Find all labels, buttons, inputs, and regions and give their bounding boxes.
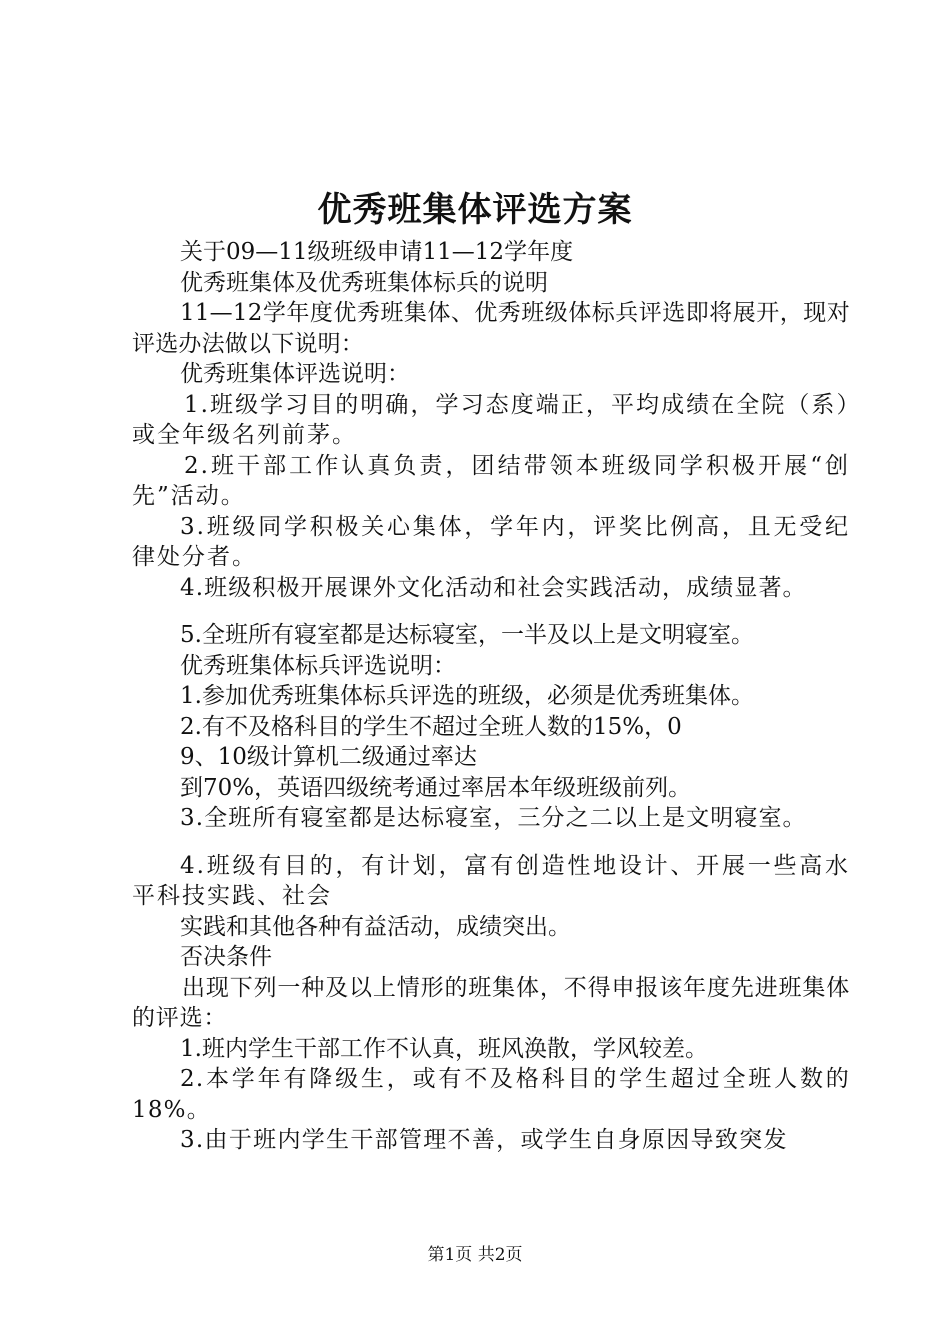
paragraph: 到70%，英语四级统考通过率居本年级班级前列。 <box>180 774 692 801</box>
paragraph: 3.班级同学积极关心集体，学年内，评奖比例高，且无受纪律处分者。 <box>132 513 850 570</box>
paragraph: 1.班级学习目的明确，学习态度端正，平均成绩在全院（系）或全年级名列前茅。 <box>132 391 850 448</box>
document-body <box>132 237 850 1156</box>
paragraph: 11—12学年度优秀班集体、优秀班级体标兵评选即将展开，现对评选办法做以下说明： <box>132 300 850 357</box>
paragraph: 9、10级计算机二级通过率达 <box>180 744 477 770</box>
paragraph: 2.有不及格科目的学生不超过全班人数的15%，0 <box>180 713 682 740</box>
page-number: 第1页 共2页 <box>427 1245 523 1265</box>
paragraph: 3.由于班内学生干部管理不善，或学生自身原因导致突发 <box>180 1127 788 1153</box>
paragraph: 4.班级有目的，有计划，富有创造性地设计、开展一些高水平科技实践、社会 <box>132 852 850 909</box>
paragraph: 关于09—11级班级申请11—12学年度 <box>180 239 574 265</box>
paragraph: 3.全班所有寝室都是达标寝室，三分之二以上是文明寝室。 <box>180 805 807 831</box>
paragraph: 否决条件 <box>180 944 272 970</box>
paragraph: 优秀班集体标兵评选说明： <box>180 652 456 679</box>
paragraph: 2.班干部工作认真负责，团结带领本班级同学积极开展“创先”活动。 <box>132 452 850 509</box>
paragraph: 1.班内学生干部工作不认真，班风涣散，学风较差。 <box>180 1035 708 1062</box>
paragraph: 5.全班所有寝室都是达标寝室，一半及以上是文明寝室。 <box>180 622 754 648</box>
paragraph: 4.班级积极开展课外文化活动和社会实践活动，成绩显著。 <box>180 574 807 601</box>
document-title: 优秀班集体评选方案 <box>317 190 633 230</box>
paragraph: 出现下列一种及以上情形的班集体，不得申报该年度先进班集体的评选： <box>132 974 850 1031</box>
paragraph: 优秀班集体评选说明： <box>180 361 410 387</box>
paragraph: 优秀班集体及优秀班集体标兵的说明 <box>180 269 548 296</box>
paragraph: 1.参加优秀班集体标兵评选的班级，必须是优秀班集体。 <box>180 683 754 709</box>
paragraph: 2.本学年有降级生，或有不及格科目的学生超过全班人数的18%。 <box>132 1066 850 1123</box>
paragraph: 实践和其他各种有益活动，成绩突出。 <box>180 913 571 940</box>
